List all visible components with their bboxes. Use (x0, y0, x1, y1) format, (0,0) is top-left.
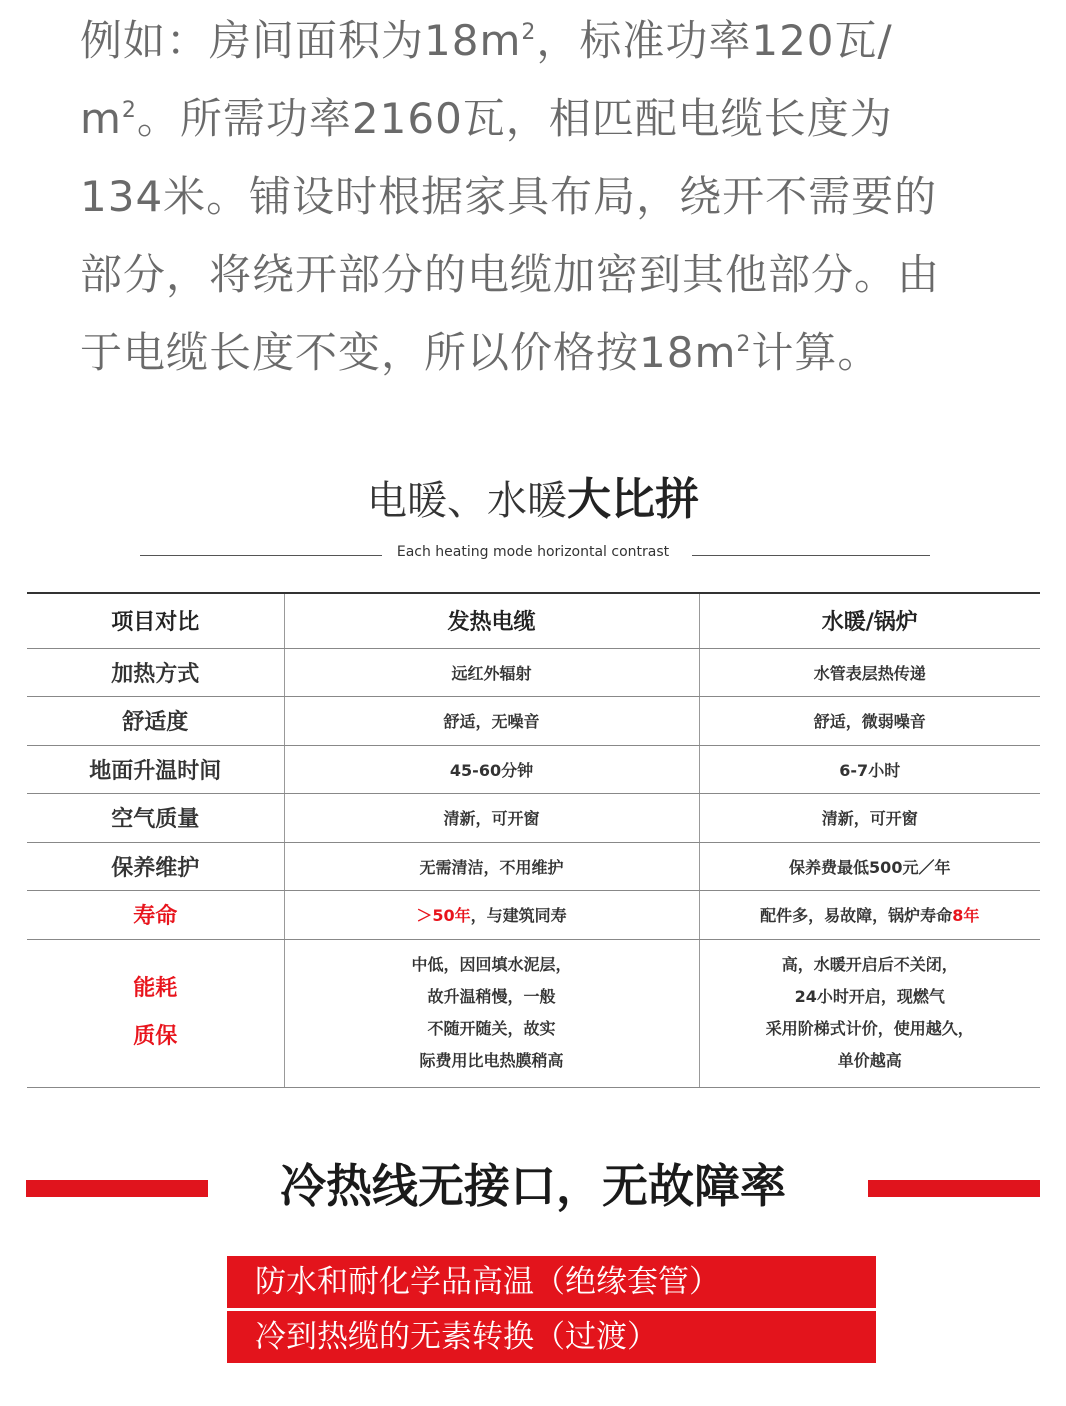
row-water-value: 保养费最低500元／年 (699, 842, 1040, 891)
table-row (27, 745, 1040, 794)
row-water-value: 清新，可开窗 (699, 794, 1040, 843)
row-cable-value-life (284, 891, 699, 940)
comparison-title (0, 472, 1066, 529)
row-water-value-life (699, 891, 1040, 940)
cable-energy-line: 中低，因回填水泥层， (411, 955, 572, 974)
water-energy-line: 单价越高 (837, 1051, 902, 1070)
row-water-value: 舒适，微弱噪音 (699, 697, 1040, 746)
row-cable-value: 45-60分钟 (284, 745, 699, 794)
row-cable-value: 舒适，无噪音 (284, 697, 699, 746)
table-row-energy (27, 939, 1040, 1087)
row-item-energy (27, 939, 284, 1087)
intro-line-5: 于电缆长度不变，所以价格按$18m^2$计算。 (80, 328, 881, 377)
cable-energy-line: 故升温稍慢，一般 (427, 987, 556, 1006)
intro-line-2: $m^2$。所需功率2160瓦，相匹配电缆长度为 (80, 94, 893, 143)
table-row-life (27, 891, 1040, 940)
cable-energy-line: 际费用比电热膜稍高 (419, 1051, 564, 1070)
intro-line-3: 134米。铺设时根据家具布局，绕开不需要的 (80, 172, 938, 221)
water-energy-line: 24小时开启，现燃气 (794, 987, 945, 1006)
row-cable-value: 清新，可开窗 (284, 794, 699, 843)
table-row (27, 648, 1040, 697)
row-item: 地面升温时间 (27, 745, 284, 794)
feature-box-waterproof: 防水和耐化学品高温（绝缘套管） (227, 1256, 876, 1308)
warranty-label: 质保 (133, 1024, 178, 1049)
row-cable-value: 无需清洁，不用维护 (284, 842, 699, 891)
comparison-subtitle: Each heating mode horizontal contrast (396, 544, 670, 560)
water-energy-line: 高，水暖开启后不关闭， (781, 955, 958, 974)
energy-label: 能耗 (133, 976, 178, 1001)
table-header-row (27, 593, 1040, 648)
row-water-value: 6-7小时 (699, 745, 1040, 794)
row-item-life: 寿命 (27, 891, 284, 940)
header-item: 项目对比 (27, 593, 284, 648)
row-item: 空气质量 (27, 794, 284, 843)
water-energy-line: 采用阶梯式计价，使用越久， (765, 1019, 974, 1038)
row-item: 保养维护 (27, 842, 284, 891)
comparison-table (27, 592, 1040, 1088)
table-row (27, 842, 1040, 891)
row-water-value: 水管表层热传递 (699, 648, 1040, 697)
cable-energy-line: 不随开随关，故实 (427, 1019, 556, 1038)
cable-life-text: ，与建筑同寿 (470, 906, 567, 926)
table-row (27, 697, 1040, 746)
row-cable-value-energy (284, 939, 699, 1087)
water-life-highlight: 8年 (952, 906, 980, 926)
comparison-title-light: 电暖、水暖 (367, 478, 567, 524)
comparison-title-bold: 大比拼 (567, 474, 699, 525)
header-water: 水暖/锅炉 (699, 593, 1040, 648)
feature-box-transition: 冷到热缆的无素转换（过渡） (227, 1311, 876, 1363)
row-cable-value: 远红外辐射 (284, 648, 699, 697)
intro-line-1: 例如：房间面积为$18m^2$，标准功率120瓦/ (80, 16, 893, 65)
intro-line-4: 部分，将绕开部分的电缆加密到其他部分。由 (80, 250, 941, 299)
row-item: 加热方式 (27, 648, 284, 697)
intro-paragraph (80, 2, 1010, 392)
banner-title: 冷热线无接口，无故障率 (280, 1159, 786, 1213)
row-item: 舒适度 (27, 697, 284, 746)
table-row (27, 794, 1040, 843)
water-life-text: 配件多，易故障，锅炉寿命 (760, 906, 953, 926)
header-cable: 发热电缆 (284, 593, 699, 648)
cable-life-highlight: ＞50年 (416, 906, 471, 926)
row-water-value-energy (699, 939, 1040, 1087)
